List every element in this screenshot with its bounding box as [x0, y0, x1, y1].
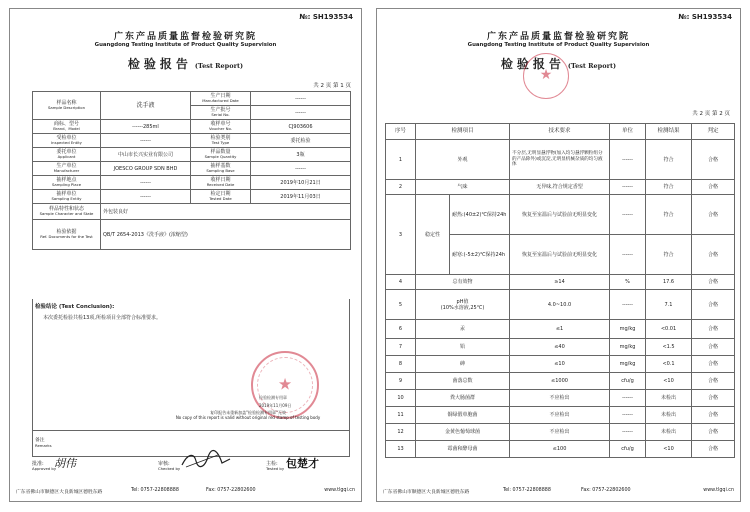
table-row [386, 407, 735, 424]
row-result: <0.1 [646, 356, 692, 373]
row-no: 7 [386, 339, 416, 356]
batch-value: ------ [251, 106, 351, 120]
row-requirement: ≤1000 [510, 373, 610, 390]
row-subitem: 耐寒:(-5±2)℃保持24h [450, 235, 510, 275]
row-unit: mg/kg [610, 320, 646, 339]
row-judgement: 合格 [692, 290, 735, 320]
row-no: 4 [386, 275, 416, 290]
row-result: 符合 [646, 140, 692, 180]
sampling-place-label: 抽样地点 Sampling Place [33, 176, 101, 190]
conclusion-box [32, 299, 350, 431]
report-title-cn: 检验报告 [500, 57, 565, 71]
report-number: №: SH193534 [299, 13, 353, 21]
batch-label: 生产批号 Serial No. [191, 106, 251, 120]
row-no: 3 [386, 195, 416, 275]
sampling-base-label: 抽样基数 Sampling Base [191, 162, 251, 176]
row-result: 未检出 [646, 424, 692, 441]
row-judgement: 合格 [692, 195, 735, 235]
sampling-place-value: ------ [101, 176, 191, 190]
sample-name-value: 洗手液 [101, 92, 191, 120]
prod-date-label: 生产日期 Manufactured Date [191, 92, 251, 106]
row-requirement: 不应检出 [510, 390, 610, 407]
row-unit: % [610, 275, 646, 290]
row-requirement: 恢复至室温后与试验前无明显变化 [510, 195, 610, 235]
row-item: 铜绿假单胞菌 [416, 407, 510, 424]
voucher-label: 收样单号 Voucher No. [191, 120, 251, 134]
row-no: 8 [386, 356, 416, 373]
sample-name-label: 样品名称 Sample Description [33, 92, 101, 120]
row-item: 粪大肠菌群 [416, 390, 510, 407]
table-row [386, 195, 735, 235]
table-header-row [386, 124, 735, 140]
row-result: 17.6 [646, 275, 692, 290]
checked-signature [178, 449, 233, 471]
received-value: 2019年10月21日 [251, 176, 351, 190]
row-no: 5 [386, 290, 416, 320]
row-requirement: 4.0~10.0 [510, 290, 610, 320]
tested-date-value: 2019年11月03日 [251, 190, 351, 204]
row-item: 霉菌和酵母菌 [416, 441, 510, 458]
sampling-base-value: ------ [251, 162, 351, 176]
row-item: 气味 [416, 180, 510, 195]
table-row [386, 373, 735, 390]
page-info: 共 2 页 第 2 页 [692, 111, 730, 117]
checked-by-label: 审核: Checked by [158, 461, 181, 471]
quantity-value: 3瓶 [251, 148, 351, 162]
row-no: 9 [386, 373, 416, 390]
row-result: 7.1 [646, 290, 692, 320]
report-page-1 [9, 8, 362, 502]
tested-by-label: 主检: Tested by [266, 461, 285, 471]
row-unit: ------ [610, 407, 646, 424]
table-row [386, 356, 735, 373]
row-requirement: ≤100 [510, 441, 610, 458]
table-row [386, 290, 735, 320]
header-result: 检测结果 [646, 124, 692, 140]
test-results-table [385, 123, 735, 458]
row-judgement: 合格 [692, 424, 735, 441]
sample-info-table [32, 91, 351, 250]
manufacturer-value: JOESCO GROUP SDN BHD [101, 162, 191, 176]
row-judgement: 合格 [692, 275, 735, 290]
row-item-main: pH值 [456, 298, 469, 305]
brand-value: ------285ml [101, 120, 191, 134]
stamp-label: 检验检测专用章 [259, 395, 287, 400]
row-item: 菌落总数 [416, 373, 510, 390]
approved-by-label: 批准: Approved by [32, 461, 57, 471]
row-result: 未检出 [646, 407, 692, 424]
row-unit: ------ [610, 235, 646, 275]
row-subitem: 耐热:(40±2)℃保持24h [450, 195, 510, 235]
row-no: 13 [386, 441, 416, 458]
header-item: 检测项目 [416, 124, 510, 140]
inspected-label: 受检单位 Inspected Entity [33, 134, 101, 148]
tested-signature: 包楚才 [286, 457, 319, 470]
copy-validity-note-en: No copy of this report is valid without original red stamp of testing body [175, 415, 321, 421]
report-title-cn: 检验报告 [127, 57, 192, 71]
character-label: 样品特性和状态 Sample Character and State [33, 204, 101, 220]
row-judgement: 合格 [692, 407, 735, 424]
footer-website: www.tlgqi.cn [324, 488, 355, 493]
row-judgement: 合格 [692, 441, 735, 458]
brand-label: 商标、型号 Brand、Model [33, 120, 101, 134]
header-judgement: 判定 [692, 124, 735, 140]
quantity-label: 样品数量 Sample Quantity [191, 148, 251, 162]
row-result: <0.01 [646, 320, 692, 339]
row-no: 2 [386, 180, 416, 195]
conclusion-text: 本次委托检验共检13项,所检项目全部符合标准要求。 [43, 315, 161, 321]
row-requirement: 无异味,符合规定香型 [510, 180, 610, 195]
footer-tel: Tel: 0757-22808888 [503, 488, 551, 493]
approved-signature: 胡伟 [54, 457, 76, 470]
row-no: 12 [386, 424, 416, 441]
remarks-label: 备注 Remarks [35, 438, 52, 448]
seal-star-icon: ★ [539, 67, 553, 84]
row-item-note: (10%水溶液,25℃) [440, 304, 485, 311]
test-type-label: 检验类别 Test Type [191, 134, 251, 148]
row-result: 符合 [646, 235, 692, 275]
header-no: 序号 [386, 124, 416, 140]
header-requirement: 技术要求 [510, 124, 610, 140]
table-row [386, 441, 735, 458]
footer-fax: Fax: 0757-22802600 [581, 488, 631, 493]
table-row [386, 140, 735, 180]
page-info: 共 2 页 第 1 页 [313, 83, 351, 89]
footer-website: www.tlgqi.cn [703, 488, 734, 493]
row-result: <1.5 [646, 339, 692, 356]
row-no: 11 [386, 407, 416, 424]
footer-address: 广东省佛山市顺德区大良新城区德胜东路 [16, 490, 103, 495]
conclusion-title: 检验结论 (Test Conclusion): [35, 304, 115, 310]
row-unit: ------ [610, 290, 646, 320]
basis-value: QB/T 2654-2013《洗手液》(浓缩型) [101, 220, 351, 250]
inspected-value: ------ [101, 134, 191, 148]
row-unit: cfu/g [610, 441, 646, 458]
row-no: 1 [386, 140, 416, 180]
stamp-star-icon: ★ [277, 374, 293, 394]
test-type-value: 委托检验 [251, 134, 351, 148]
page-seal [523, 53, 569, 99]
row-requirement: ≤40 [510, 339, 610, 356]
footer-tel: Tel: 0757-22808888 [131, 488, 179, 493]
row-result: 未检出 [646, 390, 692, 407]
row-result: <10 [646, 441, 692, 458]
table-row [386, 320, 735, 339]
character-value: 外包装良好 [101, 204, 351, 220]
row-item: 铅 [416, 339, 510, 356]
applicant-label: 委托单位 Applicant [33, 148, 101, 162]
row-result: 符合 [646, 195, 692, 235]
row-item: 金黄色葡萄球菌 [416, 424, 510, 441]
row-item: 砷 [416, 356, 510, 373]
row-judgement: 合格 [692, 320, 735, 339]
footer-address: 广东省佛山市顺德区大良新城区德胜东路 [383, 490, 470, 495]
table-row [386, 275, 735, 290]
tested-date-label: 检定日期 Tested Date [191, 190, 251, 204]
basis-label: 检验依据 Ref. Documents for the Test [33, 220, 101, 250]
manufacturer-label: 生产单位 Manufacturer [33, 162, 101, 176]
row-item: 稳定性 [416, 195, 450, 275]
row-requirement: 不分层,无明显悬浮物(加入均匀悬浮颗粒组分的产品除外)或沉淀,无明显机械杂质的均匀液体 [510, 140, 610, 180]
row-no: 10 [386, 390, 416, 407]
row-no: 6 [386, 320, 416, 339]
footer-fax: Fax: 0757-22802600 [206, 488, 256, 493]
table-row [386, 424, 735, 441]
report-title-en: (Test Report) [194, 62, 244, 70]
row-unit: ------ [610, 195, 646, 235]
prod-date-value: ------ [251, 92, 351, 106]
row-unit: ------ [610, 140, 646, 180]
row-item: 外观 [416, 140, 510, 180]
row-judgement: 合格 [692, 140, 735, 180]
copy-validity-note-cn: 复印报告未重新加盖"检验检测专用章"无效 [210, 410, 286, 415]
report-number: №: SH193534 [678, 13, 732, 21]
sampling-entity-label: 抽样单位 Sampling Entity [33, 190, 101, 204]
row-judgement: 合格 [692, 373, 735, 390]
row-item: 汞 [416, 320, 510, 339]
row-requirement: 恢复至室温后与试验前无明显变化 [510, 235, 610, 275]
institute-name-cn: 广东产品质量监督检验研究院 [113, 32, 257, 42]
row-requirement: 不应检出 [510, 407, 610, 424]
row-judgement: 合格 [692, 390, 735, 407]
sampling-entity-value: ------ [101, 190, 191, 204]
row-unit: ------ [610, 180, 646, 195]
row-requirement: 不应检出 [510, 424, 610, 441]
row-result: <10 [646, 373, 692, 390]
institute-name-en: Guangdong Testing Institute of Product Quality Supervision [467, 42, 650, 48]
row-result: 符合 [646, 180, 692, 195]
row-judgement: 合格 [692, 235, 735, 275]
row-unit: ------ [610, 390, 646, 407]
row-item [416, 290, 510, 320]
row-unit: cfu/g [610, 373, 646, 390]
page-footer [16, 488, 355, 495]
row-unit: mg/kg [610, 339, 646, 356]
row-unit: ------ [610, 424, 646, 441]
voucher-value: CJ903606 [251, 120, 351, 134]
table-row [386, 339, 735, 356]
row-unit: mg/kg [610, 356, 646, 373]
stamp-date: 2019年11月09日 [259, 403, 292, 408]
copy-validity-note [153, 410, 343, 420]
row-requirement: ≤10 [510, 356, 610, 373]
row-item: 总有效物 [416, 275, 510, 290]
institute-name-en: Guangdong Testing Institute of Product Quality Supervision [94, 42, 277, 48]
row-requirement: ≤1 [510, 320, 610, 339]
table-row [386, 390, 735, 407]
row-judgement: 合格 [692, 356, 735, 373]
row-requirement: ≥14 [510, 275, 610, 290]
report-title [10, 53, 361, 72]
received-label: 收样日期 Received Date [191, 176, 251, 190]
row-judgement: 合格 [692, 180, 735, 195]
applicant-value: 中山市长兴实业有限公司 [101, 148, 191, 162]
institute-name-cn: 广东产品质量监督检验研究院 [486, 32, 630, 42]
page-footer [383, 488, 734, 495]
table-row [386, 180, 735, 195]
row-judgement: 合格 [692, 339, 735, 356]
report-page-2 [376, 8, 741, 502]
header-unit: 单位 [610, 124, 646, 140]
report-title-en: (Test Report) [567, 62, 617, 70]
